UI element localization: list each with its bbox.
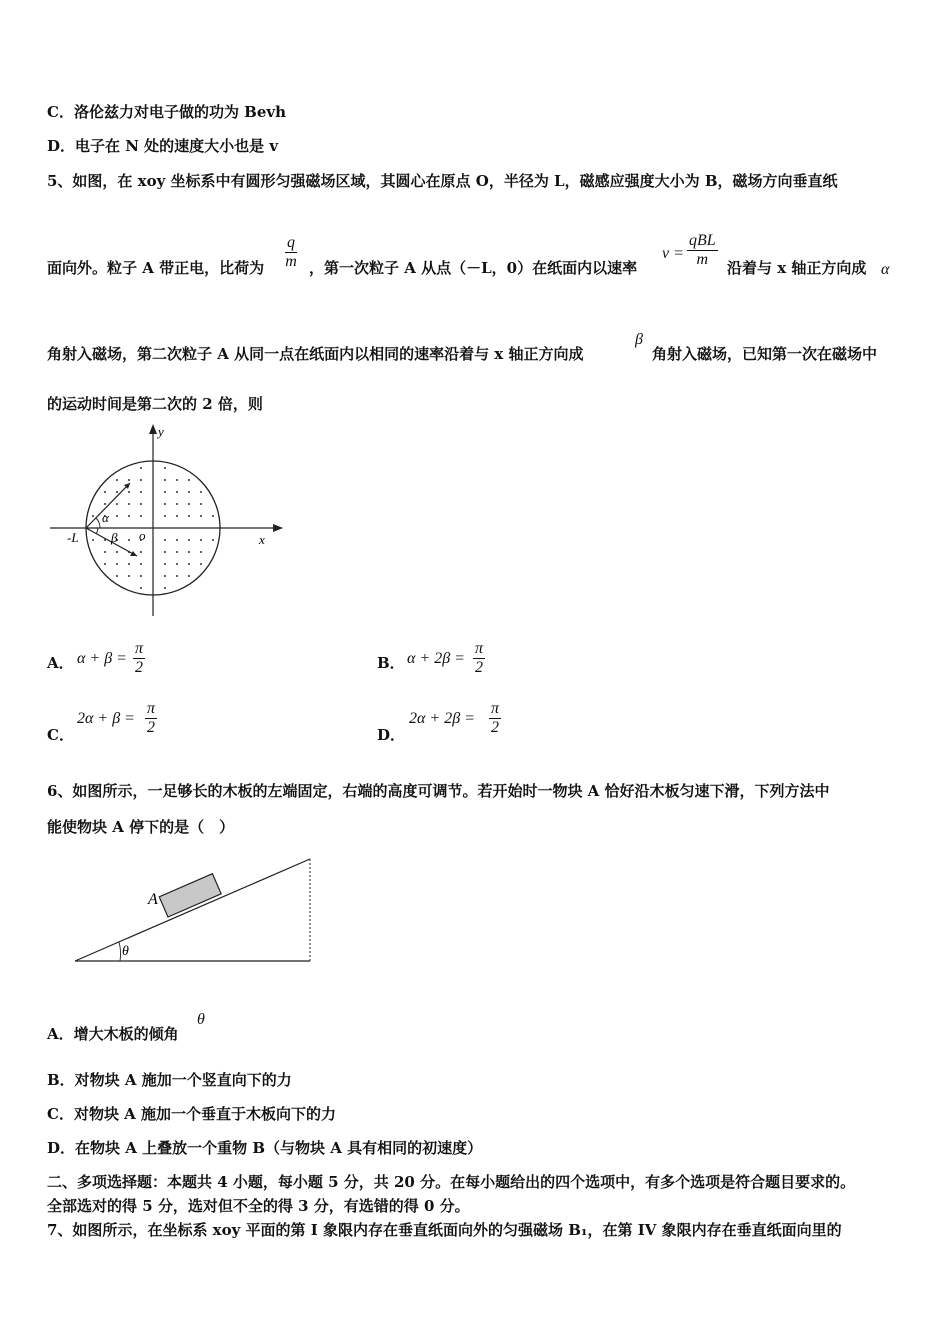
option-fraction — [489, 700, 501, 737]
field-dot — [176, 479, 178, 481]
field-dot — [164, 563, 166, 565]
field-dot — [140, 491, 142, 493]
q5-option-a[interactable] — [47, 640, 347, 680]
label-x: x — [259, 532, 265, 547]
field-dot — [104, 491, 106, 493]
frac-numerator: π — [147, 700, 156, 717]
q5-option-b[interactable] — [377, 640, 677, 680]
field-dot — [164, 479, 166, 481]
field-dot — [128, 563, 130, 565]
label-alpha: α — [102, 510, 109, 525]
field-dot — [176, 563, 178, 565]
field-dot — [164, 503, 166, 505]
option-expr: α + β = — [77, 650, 127, 667]
field-dot — [188, 479, 190, 481]
label-block-a: A — [148, 891, 158, 908]
field-dot — [212, 515, 214, 517]
field-dot — [176, 575, 178, 577]
field-dot — [188, 491, 190, 493]
field-dot — [164, 539, 166, 541]
field-dot — [140, 551, 142, 553]
field-dot — [128, 575, 130, 577]
option-label: D． — [377, 726, 406, 744]
field-dot — [188, 503, 190, 505]
field-dot — [116, 551, 118, 553]
frac-numerator: π — [135, 640, 144, 657]
theta-arc — [119, 942, 121, 961]
option-fraction — [145, 700, 157, 737]
field-dot — [92, 539, 94, 541]
field-dot — [212, 539, 214, 541]
alpha-arc — [96, 518, 100, 528]
field-dot — [164, 491, 166, 493]
q5-option-d[interactable] — [377, 700, 677, 744]
field-dot — [164, 587, 166, 589]
q6-stem-line2: 能使物块 A 停下的是（ ） — [47, 818, 235, 836]
label-beta: β — [111, 530, 118, 545]
field-dot — [164, 515, 166, 517]
arrowhead — [130, 551, 137, 556]
field-dot — [176, 503, 178, 505]
frac-numerator: π — [475, 640, 484, 657]
q5-stem-line4: 的运动时间是第二次的 2 倍，则 — [47, 395, 263, 413]
field-dot — [176, 539, 178, 541]
option-expr: 2α + 2β = — [409, 710, 475, 727]
section2-heading-line2: 全部选对的得 5 分，选对但不全的得 3 分，有选错的得 0 分。 — [47, 1197, 470, 1215]
q4-option-c: C．洛伦兹力对电子做的功为 Bevh — [47, 103, 287, 121]
field-dot — [188, 563, 190, 565]
field-dot — [140, 467, 142, 469]
option-text: A．增大木板的倾角 — [47, 1025, 179, 1043]
field-dot — [140, 587, 142, 589]
q5-speed-frac — [687, 232, 718, 269]
field-dot — [188, 515, 190, 517]
field-dot — [116, 575, 118, 577]
q5-alpha: α — [881, 261, 890, 278]
option-expr: 2α + β = — [77, 710, 135, 727]
field-dot — [188, 575, 190, 577]
option-label: C． — [47, 726, 74, 744]
field-dot — [116, 491, 118, 493]
field-dot — [176, 515, 178, 517]
frac-denominator: m — [285, 253, 297, 270]
q5-beta: β — [635, 331, 643, 348]
field-dot — [128, 503, 130, 505]
q6-stem-line1: 6、如图所示，一足够长的木板的左端固定，右端的高度可调节。若开始时一物块 A 恰好沿木板匀速下滑，下列方法中 — [47, 782, 830, 800]
field-dot — [188, 539, 190, 541]
field-dot — [116, 503, 118, 505]
field-dot — [140, 575, 142, 577]
field-dot — [164, 467, 166, 469]
q5-text-b: ，第一次粒子 A 从点（－L，0）在纸面内以速率 — [309, 259, 638, 277]
incline-diagram — [70, 855, 320, 970]
field-dot — [140, 563, 142, 565]
field-dot — [92, 515, 94, 517]
field-dot — [104, 551, 106, 553]
q5-text-e: 角射入磁场，已知第一次在磁场中 — [652, 345, 878, 363]
q5-stem-line1: 5、如图，在 xoy 坐标系中有圆形匀强磁场区域，其圆心在原点 O，半径为 L，磁感应强度大小为 B，磁场方向垂直纸 — [47, 172, 838, 190]
frac-numerator: π — [491, 700, 500, 717]
option-fraction — [133, 640, 145, 677]
frac-denominator: 2 — [475, 659, 483, 676]
label-neg-l: -L — [67, 530, 79, 545]
frac-denominator: 2 — [147, 719, 155, 736]
label-theta: θ — [122, 944, 129, 959]
option-theta: θ — [197, 1011, 205, 1028]
frac-numerator: q — [287, 234, 295, 251]
field-dot — [200, 563, 202, 565]
frac-denominator: 2 — [491, 719, 499, 736]
field-dot — [164, 575, 166, 577]
q5-text-a: 面向外。粒子 A 带正电，比荷为 — [47, 259, 265, 277]
frac-numerator: qBL — [689, 232, 716, 249]
q6-option-b[interactable]: B．对物块 A 施加一个竖直向下的力 — [47, 1071, 292, 1089]
beta-arc — [96, 528, 98, 534]
q6-option-d[interactable]: D．在物块 A 上叠放一个重物 B（与物块 A 具有相同的初速度） — [47, 1139, 483, 1157]
field-dot — [128, 491, 130, 493]
frac-denominator: 2 — [135, 659, 143, 676]
field-dot — [200, 515, 202, 517]
frac-denominator: m — [696, 251, 709, 268]
field-dot — [104, 503, 106, 505]
q5-v-eq: v = — [662, 245, 684, 262]
field-dot — [116, 563, 118, 565]
label-y: y — [158, 424, 164, 439]
field-dot — [128, 479, 130, 481]
option-label: B． — [377, 654, 405, 672]
field-dot — [188, 551, 190, 553]
field-dot — [200, 551, 202, 553]
field-dot — [140, 479, 142, 481]
q5-text-d: 角射入磁场，第二次粒子 A 从同一点在纸面内以相同的速率沿着与 x 轴正方向成 — [47, 345, 584, 363]
field-dot — [128, 539, 130, 541]
field-dot — [140, 503, 142, 505]
q7-stem-line1: 7、如图所示，在坐标系 xoy 平面的第 I 象限内存在垂直纸面向外的匀强磁场 B₁，在第 IV 象限内存在垂直纸面向里的 — [47, 1221, 842, 1239]
q5-option-c[interactable] — [47, 700, 347, 744]
field-dot — [176, 551, 178, 553]
q5-charge-ratio — [285, 234, 297, 271]
field-dot — [164, 551, 166, 553]
field-dot — [200, 503, 202, 505]
field-dot — [176, 491, 178, 493]
field-dot — [116, 479, 118, 481]
q6-option-c[interactable]: C．对物块 A 施加一个垂直于木板向下的力 — [47, 1105, 337, 1123]
q5-text-c: 沿着与 x 轴正方向成 — [727, 259, 867, 277]
x-axis-arrow — [273, 524, 283, 532]
field-dot — [200, 539, 202, 541]
field-dot — [140, 515, 142, 517]
option-fraction — [473, 640, 485, 677]
incline-board — [75, 859, 310, 961]
field-dot — [128, 515, 130, 517]
section2-heading-line1: 二、多项选择题：本题共 4 小题，每小题 5 分，共 20 分。在每小题给出的四个选项中，有多个选项是符合题目要求的。 — [47, 1173, 856, 1191]
option-expr: α + 2β = — [407, 650, 465, 667]
y-axis-arrow — [149, 424, 157, 434]
field-dot — [104, 563, 106, 565]
q4-option-d: D．电子在 N 处的速度大小也是 v — [47, 137, 279, 155]
field-dot — [116, 515, 118, 517]
option-label: A． — [47, 654, 74, 672]
label-origin: o — [139, 528, 146, 543]
field-dot — [200, 491, 202, 493]
magnetic-field-diagram — [45, 420, 285, 620]
